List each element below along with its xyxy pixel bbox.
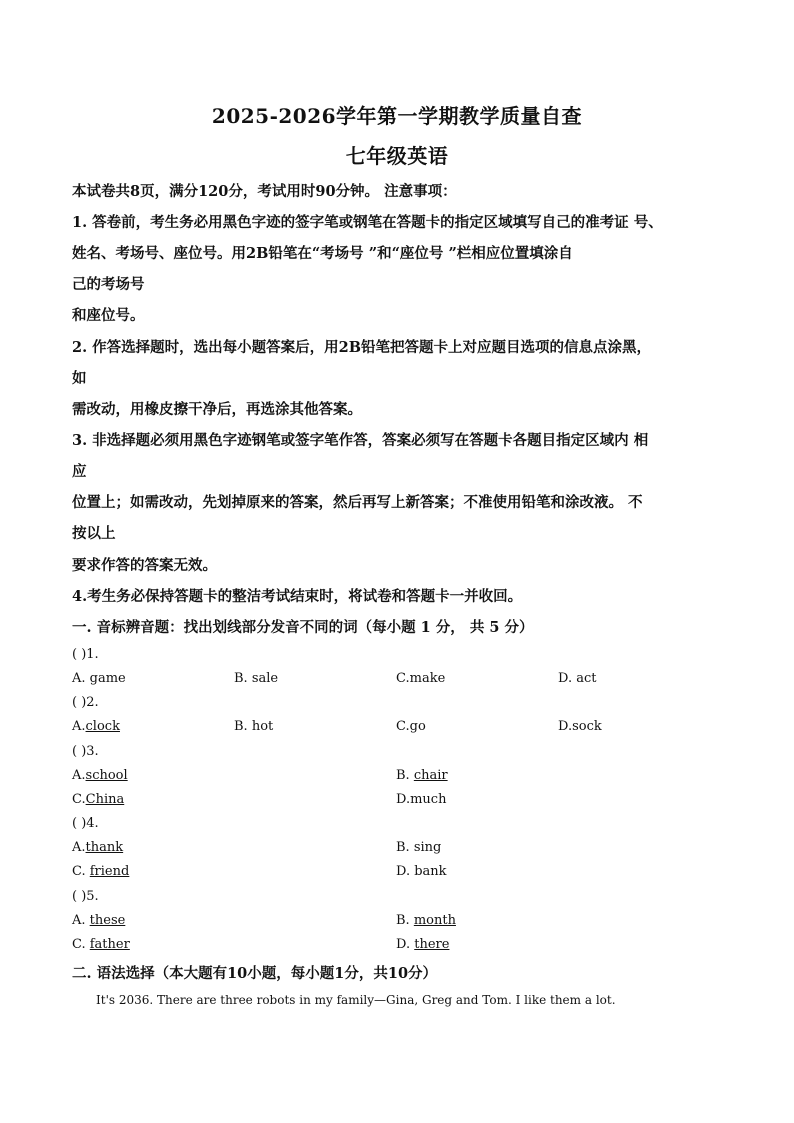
question-1-number: ( )1. (72, 647, 99, 662)
question-4-number: ( )4. (72, 816, 99, 831)
question-5-option-b: B. month (396, 913, 456, 928)
instruction-2-line-1: 2. 作答选择题时，选出每小题答案后，用2B铅笔把答题卡上对应题目选项的信息点涂黑， (72, 339, 652, 356)
underlined-word: clock (85, 719, 120, 734)
question-1-option-d: D. act (558, 671, 597, 686)
instruction-2-line-2: 如 (72, 370, 87, 387)
underlined-word: father (89, 937, 130, 952)
underlined-word: these (89, 913, 126, 928)
underlined-word: chair (413, 768, 448, 783)
underlined-word: month (413, 913, 456, 928)
underlined-word: friend (89, 864, 130, 879)
instruction-1-line-4: 和座位号。 (72, 307, 145, 324)
underlined-word: China (85, 792, 125, 807)
section-1-heading: 一. 音标辨音题：找出划线部分发音不同的词（每小题 1 分， 共 5 分） (72, 619, 534, 636)
instruction-3-line-3: 位置上；如需改动，先划掉原来的答案，然后再写上新答案；不准使用铅笔和涂改液。 不 (72, 494, 643, 511)
question-1-option-b: B. sale (234, 671, 279, 686)
question-4-option-b: B. sing (396, 840, 442, 855)
instruction-4: 4.考生务必保持答题卡的整洁考试结束时，将试卷和答题卡一并收回。 (72, 588, 523, 605)
question-2-number: ( )2. (72, 695, 99, 710)
underlined-word: there (414, 937, 450, 952)
question-1-option-a: A. game (72, 671, 126, 686)
question-4-option-a: A.thank (72, 840, 124, 855)
underlined-word: school (85, 768, 128, 783)
instruction-3-line-2: 应 (72, 463, 87, 480)
question-4-option-d: D. bank (396, 864, 447, 879)
question-5-number: ( )5. (72, 889, 99, 904)
exam-subtitle: 七年级英语 (345, 144, 449, 168)
instruction-3-line-1: 3. 非选择题必须用黑色字迹钢笔或签字笔作答，答案必须写在答题卡各题目指定区域内 相 (72, 432, 649, 449)
question-4-option-c: C. friend (72, 864, 130, 879)
question-1-option-c: C.make (396, 671, 446, 686)
instruction-3-line-5: 要求作答的答案无效。 (72, 557, 217, 574)
passage-line-1: It's 2036. There are three robots in my family—Gina, Greg and Tom. I like them a lot. (96, 993, 616, 1007)
question-2-option-a: A.clock (72, 719, 120, 734)
question-5-option-a: A. these (72, 913, 126, 928)
instructions-intro: 本试卷共8页，满分120分，考试用时90分钟。 注意事项： (72, 183, 457, 200)
question-3-option-a: A.school (72, 768, 128, 783)
instruction-1-line-2: 姓名、考场号、座位号。用2B铅笔在“考场号 ”和“座位号 ”栏相应位置填涂自 (72, 245, 573, 262)
section-2-heading: 二. 语法选择（本大题有10小题，每小题1分，共10分） (72, 965, 438, 982)
question-2-option-b: B. hot (234, 719, 274, 734)
question-3-option-d: D.much (396, 792, 447, 807)
instruction-1-line-3: 己的考场号 (72, 276, 145, 293)
exam-title: 2025-2026学年第一学期教学质量自查 (211, 104, 583, 128)
question-5-option-d: D. there (396, 937, 450, 952)
question-2-option-d: D.sock (558, 719, 602, 734)
question-5-option-c: C. father (72, 937, 130, 952)
question-3-option-c: C.China (72, 792, 125, 807)
underlined-word: thank (85, 840, 124, 855)
question-2-option-c: C.go (396, 719, 426, 734)
question-3-option-b: B. chair (396, 768, 448, 783)
question-3-number: ( )3. (72, 744, 99, 759)
instruction-2-line-3: 需改动，用橡皮擦干净后，再选涂其他答案。 (72, 401, 362, 418)
instruction-3-line-4: 按以上 (72, 525, 116, 542)
instruction-1-line-1: 1. 答卷前，考生务必用黑色字迹的签字笔或钢笔在答题卡的指定区域填写自己的准考证 号、 (72, 214, 663, 231)
